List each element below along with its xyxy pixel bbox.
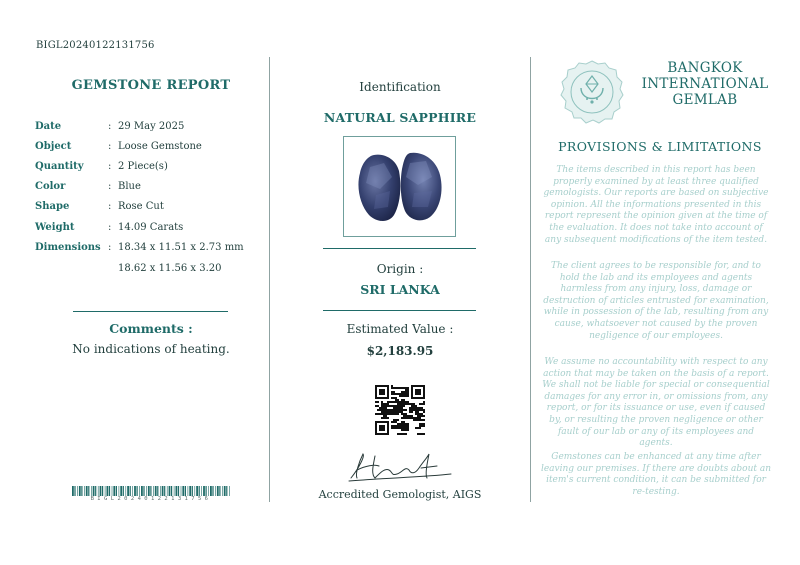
field-label: Color xyxy=(35,181,66,192)
comments-label: Comments : xyxy=(109,321,193,336)
value-rule xyxy=(323,310,476,311)
field-label: Weight xyxy=(35,222,75,233)
field-label: Date xyxy=(35,121,62,132)
barcode-text: BIGL20240122131756 xyxy=(90,496,212,502)
barcode xyxy=(72,486,230,496)
provisions-paragraph: We assume no accountability with respect to any action that may be taken on the basis of a report. We shall not be liable for special or consequential damages for any error in, or omissions from, any report, or for its issuance or use, even if caused by, or resulting the proven negligence or other fault of our lab or any of its employees and agents. xyxy=(542,357,770,449)
field-value: Rose Cut xyxy=(118,201,164,212)
comments-text: No indications of heating. xyxy=(72,342,230,356)
field-colon: : xyxy=(108,201,112,212)
sapphire-stone-left xyxy=(358,155,400,221)
provisions-paragraph: The items described in this report has been properly examined by at least three qualified gemologists. Our reports are based on subjective opinion. All the informations presented in this report represent the opinion given at the time of the evaluation. It does not take into account of any subsequent modifications of the item tested. xyxy=(543,165,769,245)
sapphire-stone-right xyxy=(401,153,442,221)
field-value-second-stone: 18.62 x 11.56 x 3.20 xyxy=(118,263,222,274)
field-label: Object xyxy=(35,141,72,152)
provisions-title: PROVISIONS & LIMITATIONS xyxy=(558,139,762,154)
field-colon: : xyxy=(108,222,112,233)
lab-name xyxy=(630,60,780,108)
estimated-value-label: Estimated Value : xyxy=(346,322,454,336)
gemologist-credit: Accredited Gemologist, AIGS xyxy=(318,488,482,501)
provisions-paragraph: The client agrees to be responsible for, and to hold the lab and its employees and agents harmless from any injury, loss, damage or destruction of articles entrusted for examination, while in possession of the lab, resulting from any cause, whatsoever not caused by the proven negligence of our employees. xyxy=(543,261,769,341)
column-divider-right xyxy=(530,57,531,502)
field-value: 2 Piece(s) xyxy=(118,161,168,172)
identification-value: NATURAL SAPPHIRE xyxy=(323,110,477,125)
field-label: Dimensions xyxy=(35,242,101,253)
signature-text: Hashen A. xyxy=(400,468,406,469)
origin-value: SRI LANKA xyxy=(360,282,440,297)
field-label: Shape xyxy=(35,201,70,212)
report-id: BIGL20240122131756 xyxy=(36,40,155,51)
origin-label: Origin : xyxy=(376,262,424,276)
field-value: Blue xyxy=(118,181,141,192)
field-value: 14.09 Carats xyxy=(118,222,184,233)
field-value: Loose Gemstone xyxy=(118,141,202,152)
lab-name-line2: INTERNATIONAL xyxy=(641,76,769,92)
provisions-paragraph: Gemstones can be enhanced at any time after leaving our premises. If there are doubts about an item's current condition, it can be submitted for re-testing. xyxy=(540,452,772,497)
lab-seal-logo xyxy=(559,58,625,124)
field-colon: : xyxy=(108,181,112,192)
field-colon: : xyxy=(108,242,112,253)
lab-name-line1: BANGKOK xyxy=(667,60,743,76)
field-value: 18.34 x 11.51 x 2.73 mm xyxy=(118,242,244,253)
lab-name-line3: GEMLAB xyxy=(672,92,738,108)
report-title: GEMSTONE REPORT xyxy=(71,78,231,93)
comments-rule xyxy=(73,311,228,312)
field-colon: : xyxy=(108,121,112,132)
identification-label: Identification xyxy=(359,80,441,94)
field-colon: : xyxy=(108,141,112,152)
field-colon: : xyxy=(108,161,112,172)
field-label: Quantity xyxy=(35,161,84,172)
qr-code xyxy=(375,385,425,435)
origin-rule xyxy=(323,248,476,249)
field-value: 29 May 2025 xyxy=(118,121,185,132)
estimated-value-amount: $2,183.95 xyxy=(366,344,434,358)
gemstone-photo xyxy=(343,136,456,237)
gemologist-signature xyxy=(345,448,455,484)
